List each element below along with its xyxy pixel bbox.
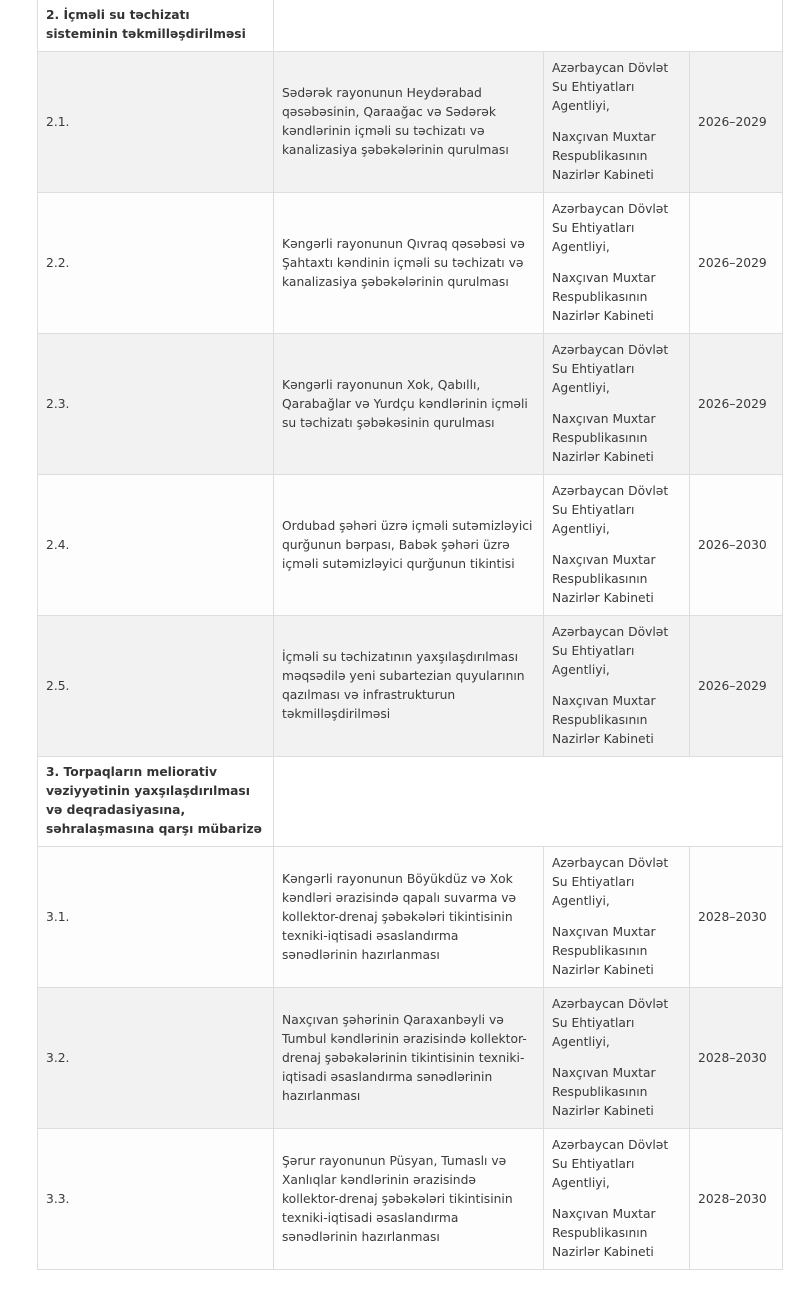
item-number: 3.1. bbox=[38, 847, 274, 988]
item-number: 3.2. bbox=[38, 988, 274, 1129]
task-description: Kəngərli rayonunun Xok, Qabıllı, Qarabağlar və Yurdçu kəndlərinin içməli su təchizatı şəbəkəsinin qurulması bbox=[274, 334, 544, 475]
section-title: 3. Torpaqların meliorativ vəziyyətinin yaxşılaşdırılması və deqradasiyasına, səhralaşmasına qarşı mübarizə bbox=[38, 757, 274, 847]
section-empty-cell bbox=[274, 757, 783, 847]
agency-secondary: Naxçıvan Muxtar Respublikasının Nazirlər Kabineti bbox=[552, 694, 656, 746]
responsible-agencies bbox=[544, 1129, 690, 1270]
execution-period: 2026–2029 bbox=[690, 334, 783, 475]
table-row bbox=[38, 475, 783, 616]
task-description: Şərur rayonunun Püsyan, Tumaslı və Xanlıqlar kəndlərinin ərazisində kollektor-drenaj şəbəkələri tikintisinin texniki-iqtisadi əsaslandırma sənədlərinin hazırlanması bbox=[274, 1129, 544, 1270]
item-number: 3.3. bbox=[38, 1129, 274, 1270]
agency-primary: Azərbaycan Dövlət Su Ehtiyatları Agentliyi, bbox=[552, 625, 669, 677]
agency-primary: Azərbaycan Dövlət Su Ehtiyatları Agentliyi, bbox=[552, 484, 669, 536]
agency-secondary: Naxçıvan Muxtar Respublikasının Nazirlər Kabineti bbox=[552, 412, 656, 464]
agency-primary: Azərbaycan Dövlət Su Ehtiyatları Agentliyi, bbox=[552, 997, 669, 1049]
agency-primary: Azərbaycan Dövlət Su Ehtiyatları Agentliyi, bbox=[552, 856, 669, 908]
item-number: 2.5. bbox=[38, 616, 274, 757]
agency-secondary: Naxçıvan Muxtar Respublikasının Nazirlər Kabineti bbox=[552, 1207, 656, 1259]
item-number: 2.4. bbox=[38, 475, 274, 616]
agency-primary: Azərbaycan Dövlət Su Ehtiyatları Agentliyi, bbox=[552, 1138, 669, 1190]
execution-period: 2026–2029 bbox=[690, 193, 783, 334]
execution-period: 2028–2030 bbox=[690, 1129, 783, 1270]
agency-secondary: Naxçıvan Muxtar Respublikasının Nazirlər Kabineti bbox=[552, 925, 656, 977]
table-row bbox=[38, 847, 783, 988]
task-description: Kəngərli rayonunun Qıvraq qəsəbəsi və Şahtaxtı kəndinin içməli su təchizatı və kanalizasiya şəbəkələrinin qurulması bbox=[274, 193, 544, 334]
responsible-agencies bbox=[544, 847, 690, 988]
task-description: Sədərək rayonunun Heydərabad qəsəbəsinin, Qaraağac və Sədərək kəndlərinin içməli su təchizatı və kanalizasiya şəbəkələrinin qurulması bbox=[274, 52, 544, 193]
agency-secondary: Naxçıvan Muxtar Respublikasının Nazirlər Kabineti bbox=[552, 1066, 656, 1118]
table-row bbox=[38, 988, 783, 1129]
responsible-agencies bbox=[544, 193, 690, 334]
task-description: İçməli su təchizatının yaxşılaşdırılması məqsədilə yeni subartezian quyularının qazılması və infrastrukturun təkmilləşdirilməsi bbox=[274, 616, 544, 757]
item-number: 2.1. bbox=[38, 52, 274, 193]
responsible-agencies bbox=[544, 52, 690, 193]
action-plan-body bbox=[38, 0, 783, 1270]
task-description: Kəngərli rayonunun Böyükdüz və Xok kəndləri ərazisində qapalı suvarma və kollektor-drenaj şəbəkələri tikintisinin texniki-iqtisadi əsaslandırma sənədlərinin hazırlanması bbox=[274, 847, 544, 988]
execution-period: 2028–2030 bbox=[690, 988, 783, 1129]
agency-secondary: Naxçıvan Muxtar Respublikasının Nazirlər Kabineti bbox=[552, 271, 656, 323]
execution-period: 2026–2029 bbox=[690, 52, 783, 193]
item-number: 2.2. bbox=[38, 193, 274, 334]
agency-secondary: Naxçıvan Muxtar Respublikasının Nazirlər Kabineti bbox=[552, 130, 656, 182]
item-number: 2.3. bbox=[38, 334, 274, 475]
responsible-agencies bbox=[544, 988, 690, 1129]
execution-period: 2026–2029 bbox=[690, 616, 783, 757]
table-row bbox=[38, 52, 783, 193]
task-description: Naxçıvan şəhərinin Qaraxanbəyli və Tumbul kəndlərinin ərazisində kollektor-drenaj şəbəkələrinin tikintisinin texniki-iqtisadi əsaslandırma sənədlərinin hazırlanması bbox=[274, 988, 544, 1129]
responsible-agencies bbox=[544, 334, 690, 475]
section-header-row bbox=[38, 0, 783, 52]
agency-primary: Azərbaycan Dövlət Su Ehtiyatları Agentliyi, bbox=[552, 343, 669, 395]
table-row bbox=[38, 193, 783, 334]
agency-primary: Azərbaycan Dövlət Su Ehtiyatları Agentliyi, bbox=[552, 61, 669, 113]
section-empty-cell bbox=[274, 0, 783, 52]
agency-primary: Azərbaycan Dövlət Su Ehtiyatları Agentliyi, bbox=[552, 202, 669, 254]
responsible-agencies bbox=[544, 475, 690, 616]
table-row bbox=[38, 1129, 783, 1270]
execution-period: 2026–2030 bbox=[690, 475, 783, 616]
section-title: 2. İçməli su təchizatı sisteminin təkmilləşdirilməsi bbox=[38, 0, 274, 52]
action-plan-table bbox=[37, 0, 783, 1270]
agency-secondary: Naxçıvan Muxtar Respublikasının Nazirlər Kabineti bbox=[552, 553, 656, 605]
table-row bbox=[38, 334, 783, 475]
table-row bbox=[38, 616, 783, 757]
section-header-row bbox=[38, 757, 783, 847]
execution-period: 2028–2030 bbox=[690, 847, 783, 988]
task-description: Ordubad şəhəri üzrə içməli sutəmizləyici qurğunun bərpası, Babək şəhəri üzrə içməli sutəmizləyici qurğunun tikintisi bbox=[274, 475, 544, 616]
responsible-agencies bbox=[544, 616, 690, 757]
